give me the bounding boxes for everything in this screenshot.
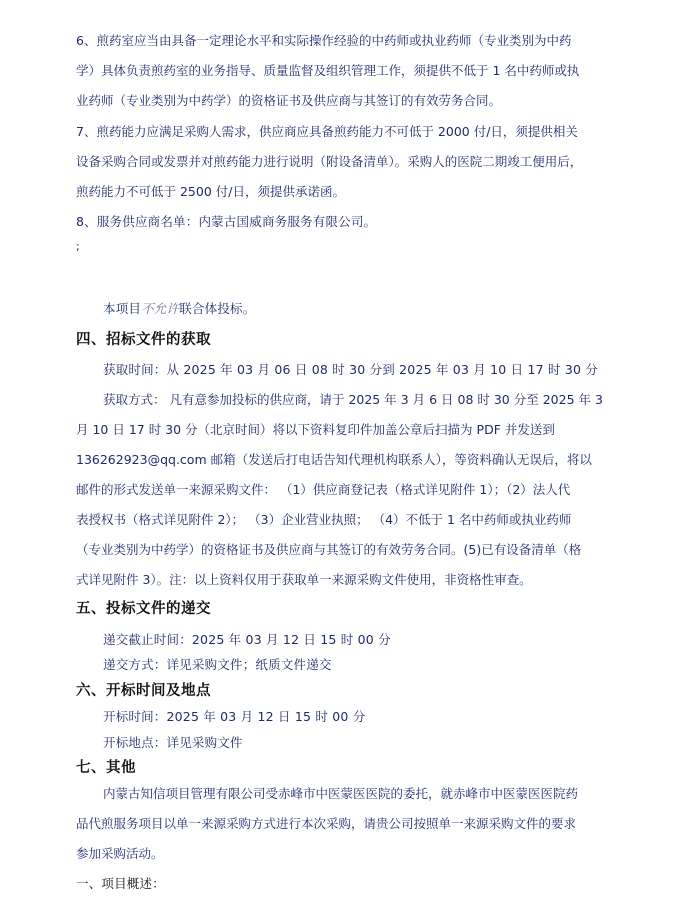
item-6-line-1: 6、煎药室应当由具备一定理论水平和实际操作经验的中药师或执业药师（专业类别为中药 [76,33,572,48]
section-6-heading: 六、开标时间及地点 [76,683,211,699]
item-7-line-1: 7、煎药能力应满足采购人需求，供应商应具备煎药能力不可低于 2000 付/日，须提供相关 [76,124,578,139]
acquire-method-line-1: 获取方式： 凡有意参加投标的供应商，请于 2025 年 3 月 6 日 08 时 30 分至 2025 年 3 [103,392,603,407]
stray-semicolon: ; [76,240,80,253]
section-5-heading: 五、投标文件的递交 [76,601,211,617]
item-7 [76,117,582,207]
open-time: 开标时间：2025 年 03 月 12 日 15 时 00 分 [103,709,366,724]
section-7-line-2: 品代煎服务项目以单一来源采购方式进行本次采购，请贵公司按照单一来源采购文件的要求 [76,816,577,831]
joint-pre: 本项目 [103,301,142,316]
joint-bid-note [103,294,255,324]
section-4-heading: 四、招标文件的获取 [76,332,211,348]
acquire-method-line-2: 月 10 日 17 时 30 分（北京时间）将以下资料复印件加盖公章后扫描为 PDF 并发送到 [76,422,555,437]
acquire-time: 获取时间：从 2025 年 03 月 06 日 08 时 30 分到 2025 年 03 月 10 日 17 时 30 分 [103,362,599,377]
section-7-heading: 七、其他 [76,760,136,776]
item-6 [76,26,579,116]
item-6-line-2: 学）具体负责煎药室的业务指导、质量监督及组织管理工作，须提供不低于 1 名中药师或执 [76,63,580,78]
acquire-method-line-7: 式详见附件 3）。注：以上资料仅用于获取单一来源采购文件使用，非资格性审查。 [76,572,532,587]
joint-post: 联合体投标。 [179,301,256,316]
section-7-body [76,779,578,869]
item-7-line-3: 煎药能力不可低于 2500 付/日，须提供承诺函。 [76,184,345,199]
acquire-method-line-6: （专业类别为中药学）的资格证书及供应商与其签订的有效劳务合同。(5)已有设备清单（格 [76,542,582,557]
acquire-method-line-5: 表授权书（格式详见附件 2）； （3）企业营业执照； （4）不低于 1 名中药师或执业药师 [76,512,572,527]
acquire-method-line-4: 邮件的形式发送单一来源采购文件： （1）供应商登记表（格式详见附件 1）；（2）法人代 [76,482,571,497]
submit-method: 递交方式：详见采购文件；纸质文件递交 [103,657,332,672]
submit-deadline: 递交截止时间：2025 年 03 月 12 日 15 时 00 分 [103,632,391,647]
joint-not-allowed: 不允许 [141,301,180,316]
section-7-line-1: 内蒙古知信项目管理有限公司受赤峰市中医蒙医医院的委托，就赤峰市中医蒙医医院药 [103,786,579,801]
project-overview-heading: 一、项目概述： [76,876,165,891]
open-place: 开标地点：详见采购文件 [103,735,243,750]
item-7-line-2: 设备采购合同或发票并对煎药能力进行说明（附设备清单）。采购人的医院二期竣工便用后， [76,154,583,169]
acquire-method [76,385,603,595]
acquire-method-line-3: 136262923@qq.com 邮箱（发送后打电话告知代理机构联系人），等资料确认无误后，将以 [76,452,592,467]
item-8: 8、服务供应商名单：内蒙古国威商务服务有限公司。 [76,214,377,229]
item-6-line-3: 业药师（专业类别为中药学）的资格证书及供应商与其签订的有效劳务合同。 [76,93,502,108]
section-7-line-3: 参加采购活动。 [76,846,164,861]
